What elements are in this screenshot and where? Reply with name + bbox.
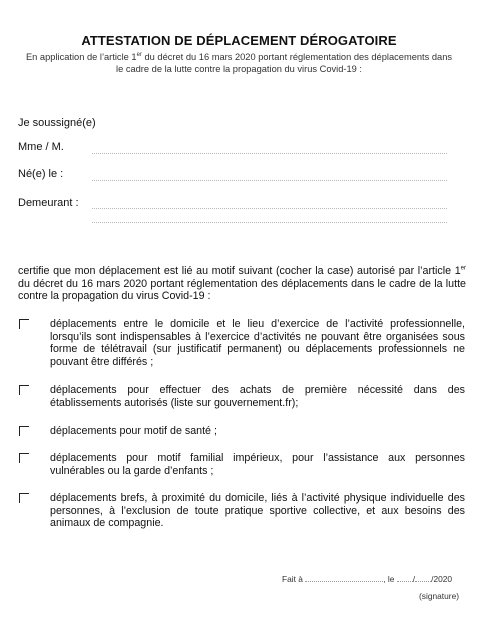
certify-paragraph [18,265,466,303]
certify-superscript: er [460,265,466,272]
checkbox-work[interactable] [19,319,29,329]
subtitle-superscript: er [136,51,142,58]
option-shopping-label: déplacements pour effectuer des achats de première nécessité dans des établissements autorisés (liste sur gouvernement.fr); [50,384,465,409]
page-title: ATTESTATION DE DÉPLACEMENT DÉROGATOIRE [81,33,397,48]
checkbox-exercise[interactable] [19,493,29,503]
page-subtitle [24,52,454,75]
checkbox-health[interactable] [19,426,29,436]
address-field-line-2[interactable] [92,222,447,223]
date-on-label: , le [383,574,395,584]
day-field[interactable] [397,573,416,584]
option-exercise-label: déplacements brefs, à proximité du domicile, liés à l’activité physique individuelle des personnes, à l’exclusion de toute pratique sportive collective, et aux besoins des animaux de compagnie. [50,492,465,530]
month-field[interactable] [412,573,431,584]
signature-label: (signature) [419,591,460,601]
option-work-label: déplacements entre le domicile et le lieu d’exercice de l’activité professionnelle, lorsqu’ils sont indispensables à l’exercice d’activités ne pouvant être organisées sous forme de télétravail (sur justificatif permanent) ou déplacements professionnels ne pouvant être différés ; [50,318,465,368]
birth-date-label: Né(e) le : [18,168,64,180]
place-field[interactable] [305,573,383,582]
certify-text-start: certifie que mon déplacement est lié au motif suivant (cocher la case) autorisé par l’article 1 [18,265,461,277]
checkbox-family[interactable] [19,453,29,463]
subtitle-text-end: du décret du 16 mars 2020 portant réglementation des déplacements dans le cadre de la lutte contre la propagation du virus Covid-19 : [116,52,453,74]
address-field-line-1[interactable] [92,208,447,209]
option-health-label: déplacements pour motif de santé ; [50,425,217,437]
subtitle-text-start: En application de l’article 1 [25,52,137,62]
certify-text-end: du décret du 16 mars 2020 portant réglementation des déplacements dans le cadre de la lutte contre la propagation du virus Covid-19 : [18,277,466,303]
place-date-line [282,573,452,584]
birth-date-field[interactable] [92,180,447,181]
name-field[interactable] [92,153,447,154]
option-family-label: déplacements pour motif familial impérieux, pour l’assistance aux personnes vulnérables ou la garde d’enfants ; [50,452,465,477]
checkbox-shopping[interactable] [19,385,29,395]
date-separator: / [412,574,416,584]
made-at-label: Fait à [282,574,303,584]
address-label: Demeurant : [18,197,79,209]
undersigned-label: Je soussigné(e) [18,117,96,129]
year-label: /2020 [431,574,453,584]
name-label: Mme / M. [18,141,64,153]
